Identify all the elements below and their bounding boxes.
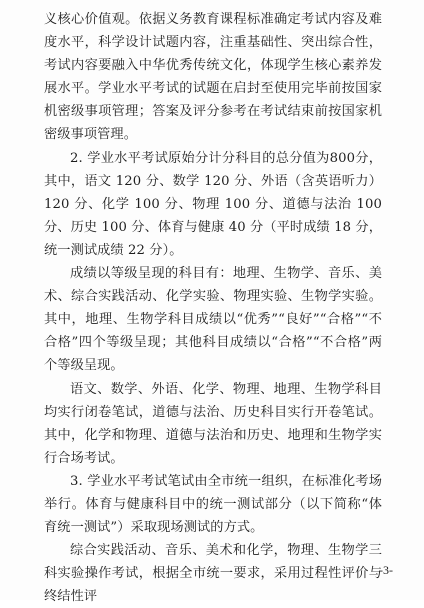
paragraph-exam-organization: 3. 学业水平考试笔试由全市统一组织，在标准化考场举行。体育与健康科目中的统一测试部分（以下简称“体育统一测试”）采取现场测试的方式。 bbox=[44, 473, 382, 536]
paragraph-practical-exams: 综合实践活动、音乐、美术和化学，物理、生物学三科实验操作考试，根据全市统一要求，采用过程性评价与终结性评 bbox=[44, 543, 382, 605]
paragraph-exam-format: 语文、数学、外语、化学、物理、地理、生物学科目均实行闭卷笔试，道德与法治、历史科目实行开卷笔试。其中，化学和物理、道德与法治和历史、地理和生物学实行合场考试。 bbox=[44, 381, 382, 466]
page-number: -3- bbox=[379, 563, 393, 577]
paragraph-grade-levels: 成绩以等级呈现的科目有：地理、生物学、音乐、美术、综合实践活动、化学实验、物理实验、生物学实验。其中，地理、生物学科目成绩以“优秀”“良好”“合格”“不合格”四个等级呈现；其他科目成绩以“合格”“不合格”两个等级呈现。 bbox=[44, 266, 382, 374]
document-body bbox=[44, 8, 382, 608]
paragraph-score-total: 2. 学业水平考试原始分计分科目的总分值为800分，其中，语文 120 分、数学 120 分、外语（含英语听力）120 分、化学 100 分、物理 100 分、道德与法治 100 分、历史 100 分、体育与健康 40 分（平时成绩 18 分，统一测试成绩 22 分）。 bbox=[44, 150, 382, 258]
paragraph-continued-values: 义核心价值观。依据义务教育课程标准确定考试内容及难度水平，科学设计试题内容，注重基础性、突出综合性，考试内容要融入中华优秀传统文化，体现学生核心素养发展水平。学业水平考试的试题在启封至使用完毕前按国家机密级事项管理；答案及评分参考在考试结束前按国家机密级事项管理。 bbox=[44, 12, 382, 143]
